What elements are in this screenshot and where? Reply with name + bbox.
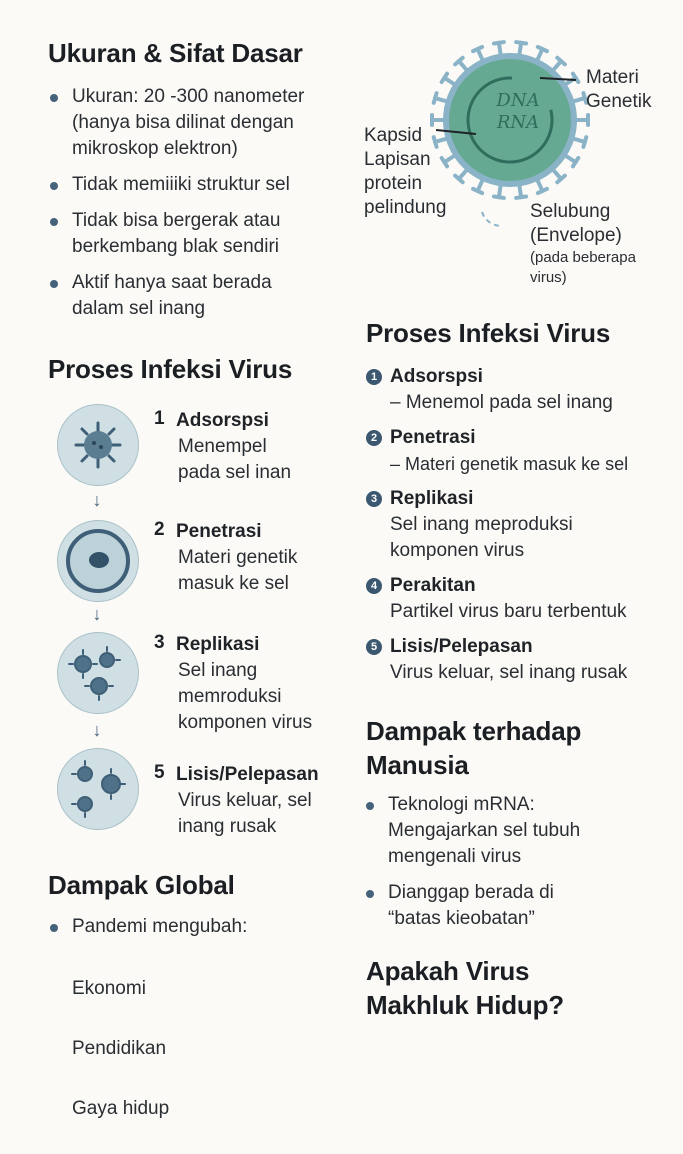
right-step-3 — [366, 486, 676, 564]
label-selubung: Selubung (Envelope) — [530, 201, 622, 246]
step-desc: Partikel virus baru terbentuk — [390, 601, 627, 622]
step-number: 3 — [154, 632, 165, 653]
step-badge: 4 — [366, 578, 382, 594]
adsorption-cell-icon — [57, 404, 139, 486]
step-badge: 2 — [366, 430, 382, 446]
section-title-dampak-global: Dampak Global — [48, 870, 235, 900]
left-step-2 — [154, 519, 344, 597]
step-badge: 5 — [366, 639, 382, 655]
bullet-struktur: Tidak memiiiki struktur sel — [48, 172, 348, 198]
section-title-apakah-virus: Apakah Virus Makhluk Hidup? — [366, 956, 564, 1020]
arrow-down-icon: ↓ — [92, 720, 102, 740]
spike-tip — [516, 196, 526, 197]
right-step-4 — [366, 573, 676, 625]
spike-tip — [494, 196, 504, 197]
spike-tip — [538, 47, 547, 51]
item-gaya-hidup: Gaya hidup — [72, 1098, 170, 1119]
step-desc: Sel inang meproduksi komponen virus — [390, 514, 573, 561]
section-title-ukuran: Ukuran & Sifat Dasar — [48, 38, 303, 68]
bullet-pandemi: Pandemi mengubah: — [48, 914, 328, 940]
ukuran-bullet-list — [48, 84, 348, 332]
step-title: Penetrasi — [176, 521, 262, 542]
dna-rna-text: DNA RNA — [496, 90, 540, 133]
bullet-bergerak: Tidak bisa bergerak atau berkembang blak sendiri — [48, 208, 348, 260]
section-title-proses-left: Proses Infeksi Virus — [48, 354, 293, 384]
left-step-1 — [154, 408, 344, 486]
step-desc: Virus keluar, sel inang rusak — [390, 662, 628, 683]
diagram-leader-lines — [436, 70, 586, 140]
step-number: 5 — [154, 762, 165, 783]
step-title: Penetrasi — [390, 427, 476, 448]
dampak-manusia-list — [364, 792, 664, 942]
step-badge: 3 — [366, 491, 382, 507]
step-badge: 1 — [366, 369, 382, 385]
step-desc: Virus keluar, sel inang rusak — [178, 790, 312, 837]
arrow-down-icon: ↓ — [92, 490, 102, 510]
step-title: Perakitan — [390, 575, 476, 596]
left-step-5 — [154, 762, 344, 840]
right-step-2 — [366, 425, 676, 477]
dampak-global-items — [72, 944, 169, 1154]
replication-cell-icon — [57, 632, 139, 714]
step-title: Adsorspsi — [390, 366, 483, 387]
step-desc: Materi genetik masuk ke sel — [178, 547, 298, 594]
section-title-proses-right: Proses Infeksi Virus — [366, 318, 611, 348]
spike-tip — [473, 189, 482, 193]
step-title: Lisis/Pelepasan — [176, 764, 319, 785]
step-desc: – Materi genetik masuk ke sel — [390, 454, 629, 474]
right-step-5 — [366, 634, 676, 686]
step-title: Replikasi — [390, 488, 474, 509]
step-title: Lisis/Pelepasan — [390, 636, 533, 657]
right-step-1 — [366, 364, 676, 416]
spike-tip — [516, 42, 526, 43]
left-step-3 — [154, 632, 344, 736]
step-number: 1 — [154, 408, 165, 429]
label-kapsid: Kapsid Lapisan protein pelindung — [364, 125, 447, 218]
step-number: 2 — [154, 519, 165, 540]
step-title: Replikasi — [176, 634, 260, 655]
spike-tip — [538, 189, 547, 193]
label-envelope-note: (pada beberapa virus) — [530, 249, 636, 286]
step-desc: Sel inang memroduksi komponen virus — [178, 660, 313, 733]
bullet-batas: Dianggap berada di “batas kieobatan” — [364, 880, 664, 932]
arrow-down-icon: ↓ — [92, 604, 102, 624]
lysis-cell-icon — [57, 748, 139, 830]
item-pendidikan: Pendidikan — [72, 1038, 167, 1059]
bullet-mrna: Teknologi mRNA: Mengajarkan sel tubuh mengenali virus — [364, 792, 664, 870]
step-title: Adsorspsi — [176, 410, 269, 431]
bullet-aktif: Aktif hanya saat berada dalam sel inang — [48, 270, 348, 322]
section-title-dampak-manusia: Dampak terhadap Manusia — [366, 716, 582, 780]
label-materi-genetik: Materi Genetik — [586, 67, 652, 112]
step-desc: Menempel pada sel inan — [178, 436, 292, 483]
item-ekonomi: Ekonomi — [72, 978, 146, 999]
step-desc: – Menemol pada sel inang — [390, 392, 613, 413]
spike-tip — [473, 47, 482, 51]
penetration-cell-icon — [57, 520, 139, 602]
spike-tip — [494, 42, 504, 43]
bullet-ukuran: Ukuran: 20 -300 nanometer (hanya bisa dilinat dengan mikroskop elektron) — [48, 84, 348, 162]
